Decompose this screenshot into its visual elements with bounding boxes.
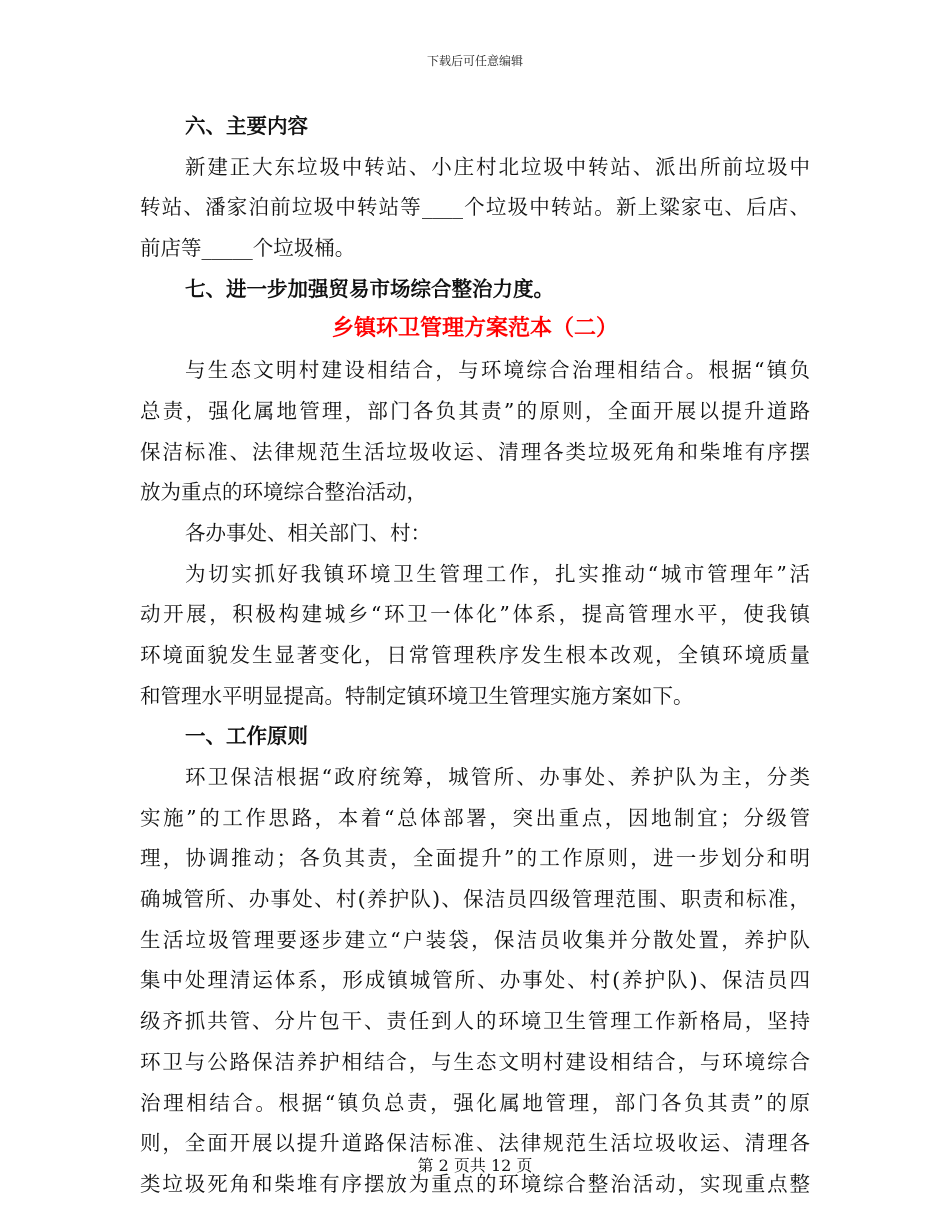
paragraph-line: 生活垃圾管理要逐步建立“户装袋，保洁员收集并分散处置，养护队 [140,927,810,952]
paragraph-line: 理，协调推动；各负其责，全面提升”的工作原则，进一步划分和明 [140,846,810,871]
section-heading-main-content: 六、主要内容 [185,114,308,138]
paragraph-line: 级齐抓共管、分片包干、责任到人的环境卫生管理工作新格局，坚持 [140,1009,810,1034]
paragraph-line: 和管理水平明显提高。特制定镇环境卫生管理实施方案如下。 [140,683,694,708]
paragraph-line: 类垃圾死角和柴堆有序摆放为重点的环境综合整治活动，实现重点整 [140,1171,810,1196]
page-footer: 第 2 页共 12 页 [417,1156,533,1175]
paragraph-line: 环卫与公路保洁养护相结合，与生态文明村建设相结合，与环境综合 [140,1049,810,1074]
paragraph-line: 为切实抓好我镇环境卫生管理工作，扎实推动“城市管理年”活 [185,561,810,586]
paragraph-line: 环境面貌发生显著变化，日常管理秩序发生根本改观，全镇环境质量 [140,642,810,667]
paragraph-line: 治理相结合。根据“镇负总责，强化属地管理，部门各负其责”的原 [140,1090,810,1115]
paragraph-line: 新建正大东垃圾中转站、小庄村北垃圾中转站、派出所前垃圾中 [185,154,810,179]
paragraph-line: 集中处理清运体系，形成镇城管所、办事处、村(养护队)、保洁员四 [140,968,810,993]
paragraph-line: 实施”的工作思路，本着“总体部署，突出重点，因地制宜；分级管 [140,805,810,830]
paragraph-line: 转站、潘家泊前垃圾中转站等____个垃圾中转站。新上粱家屯、后店、 [140,195,810,220]
page-header: 下载后可任意编辑 [426,54,523,68]
paragraph-line: 则，全面开展以提升道路保洁标准、法律规范生活垃圾收运、清理各 [140,1131,810,1156]
paragraph-line: 与生态文明村建设相结合，与环境综合治理相结合。根据“镇负 [185,358,810,383]
salutation-line: 各办事处、相关部门、村： [185,520,431,545]
section-heading-market-rectification: 七、进一步加强贸易市场综合整治力度。 [185,276,554,301]
paragraph-line: 环卫保洁根据“政府统筹，城管所、办事处、养护队为主，分类 [185,765,810,789]
section-heading-work-principles: 一、工作原则 [185,724,308,749]
paragraph-line: 总责，强化属地管理，部门各负其责”的原则，全面开展以提升道路 [140,398,810,423]
document-title: 乡镇环卫管理方案范本（二） [331,316,618,342]
paragraph-line: 保洁标准、法律规范生活垃圾收运、清理各类垃圾死角和柴堆有序摆 [140,439,810,464]
paragraph-line: 确城管所、办事处、村(养护队)、保洁员四级管理范围、职责和标准， [140,887,810,912]
paragraph-line: 动开展，积极构建城乡“环卫一体化”体系，提高管理水平，使我镇 [140,602,810,627]
paragraph-line: 放为重点的环境综合整治活动， [140,480,427,505]
paragraph-line: 前店等_____个垃圾桶。 [140,236,356,261]
document-body [140,106,810,1205]
